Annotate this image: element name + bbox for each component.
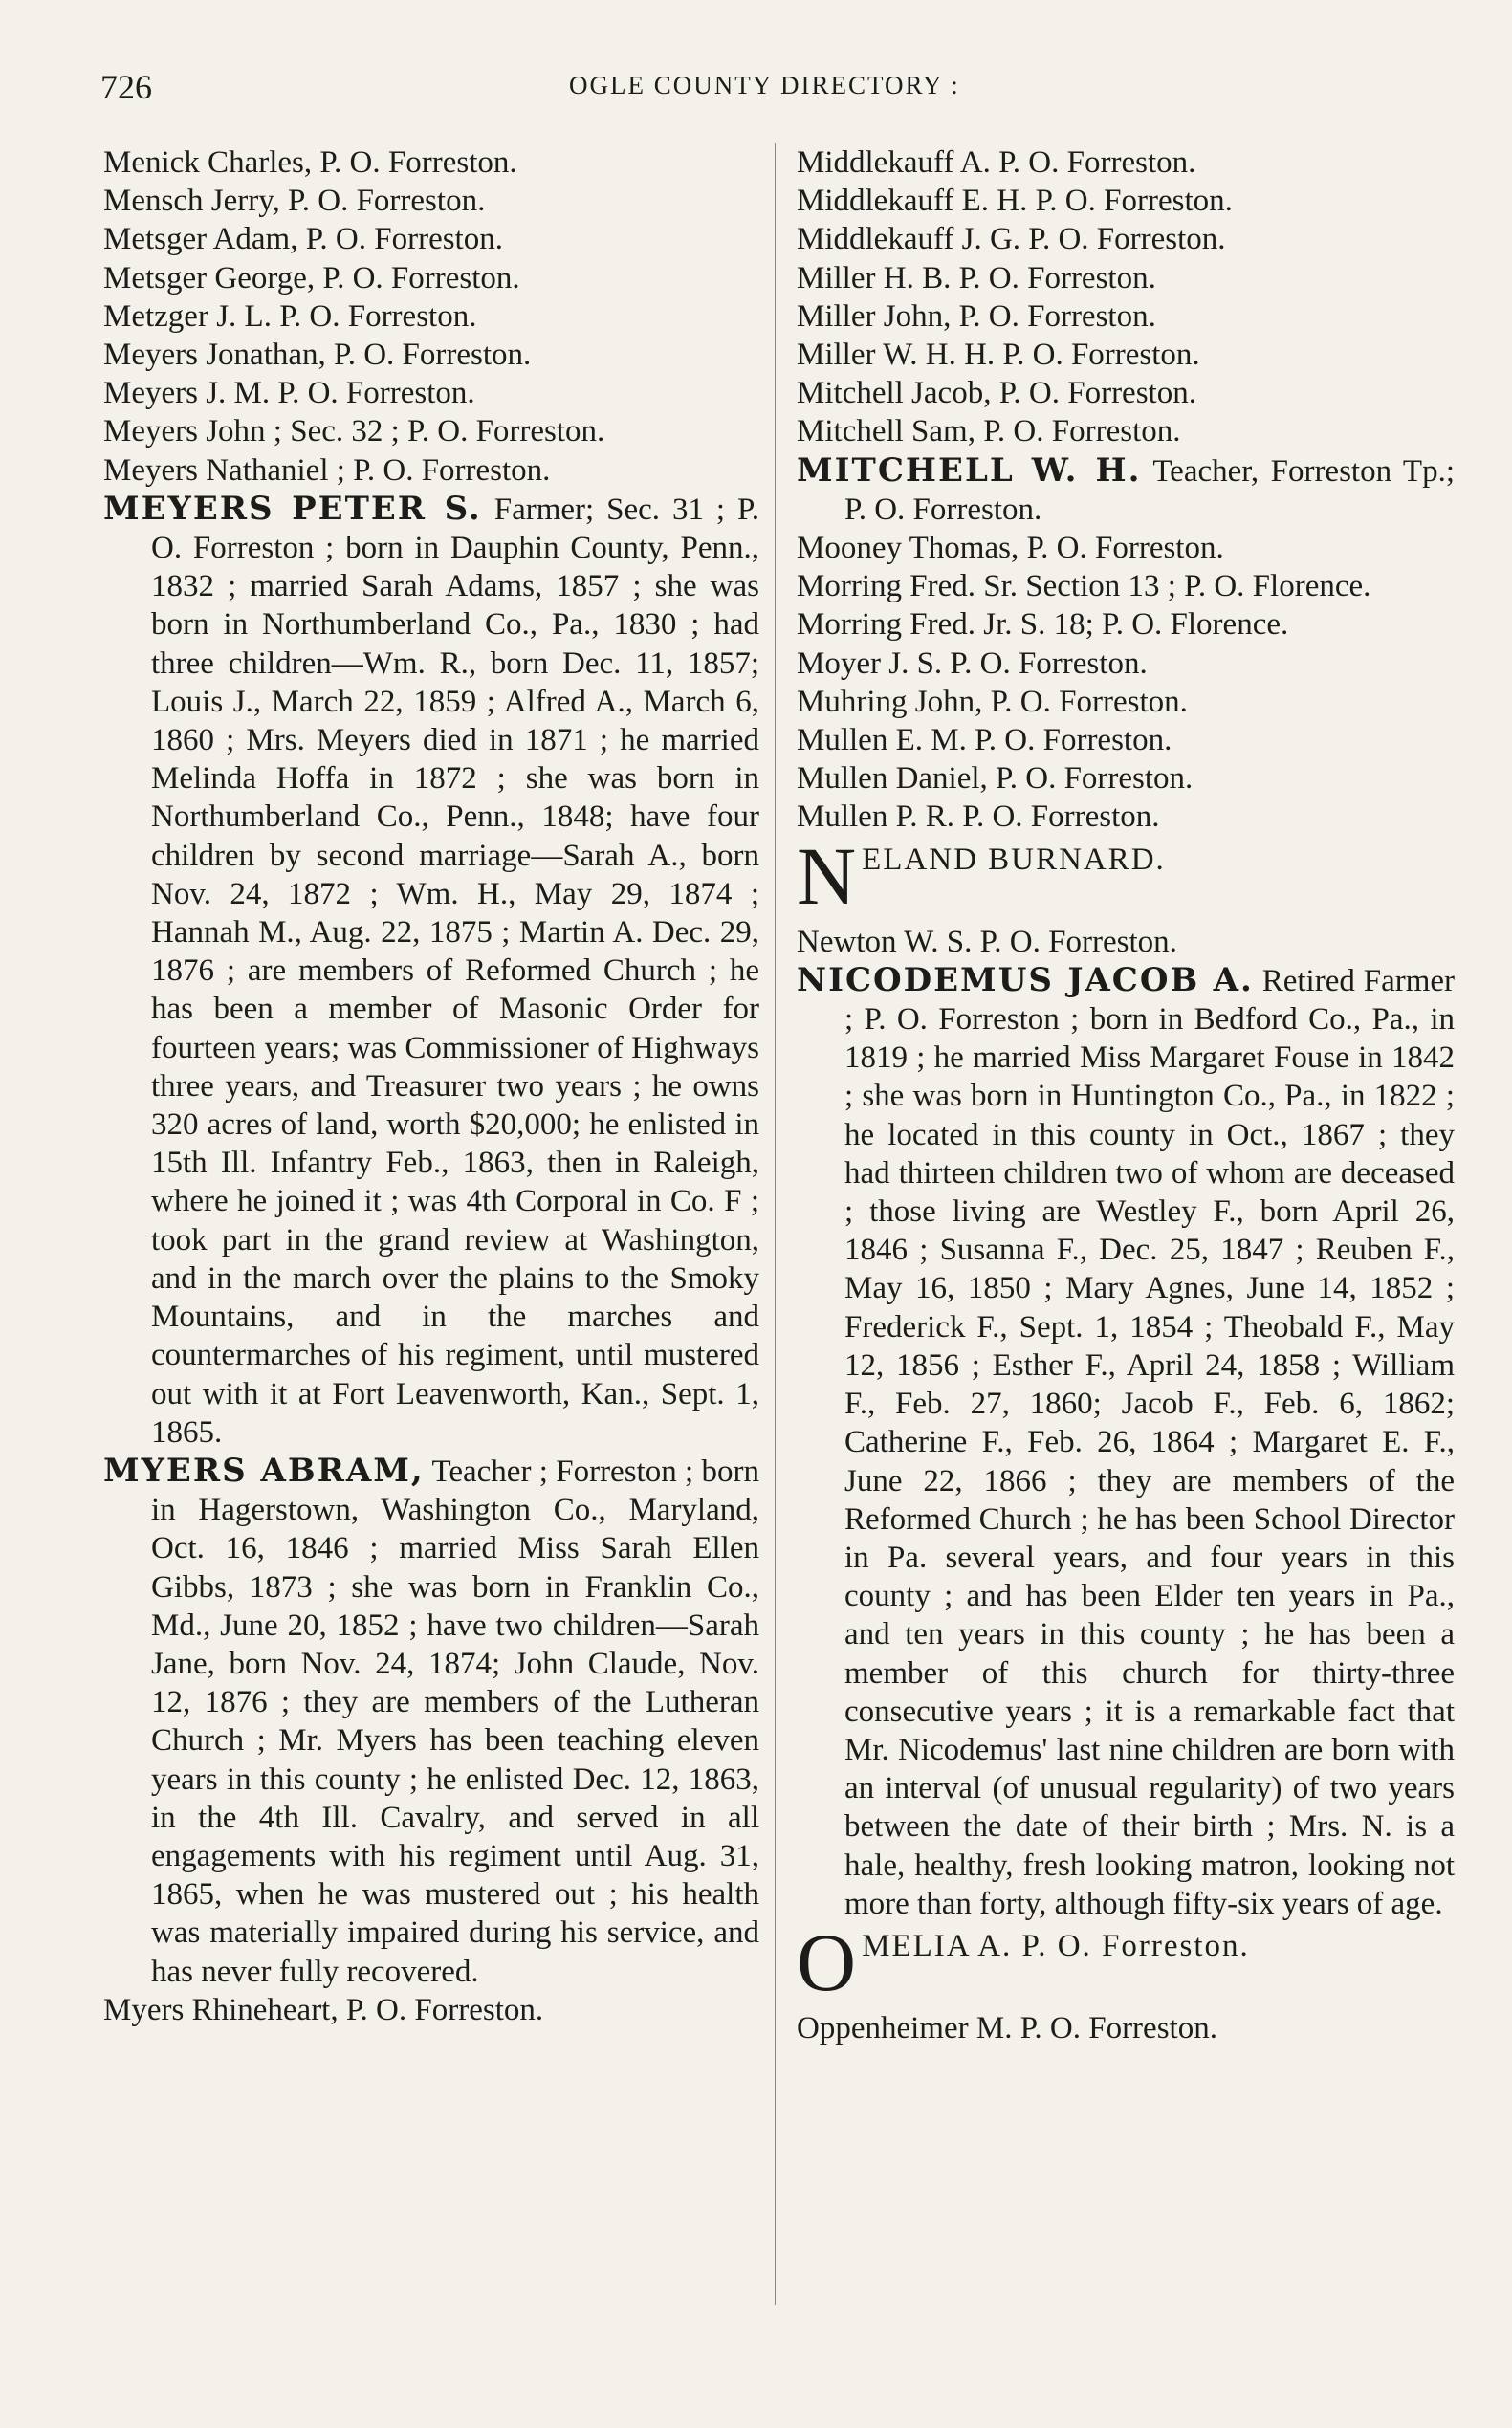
entry-heading: NICODEMUS JACOB A. — [797, 960, 1254, 999]
directory-entry: Miller H. B. P. O. Forreston. — [797, 260, 1156, 295]
directory-entry: Meyers J. M. P. O. Forreston. — [103, 376, 475, 411]
entry-heading: MYERS ABRAM, — [103, 1451, 425, 1490]
directory-entry: Meyers John ; Sec. 32 ; P. O. Forreston. — [103, 414, 605, 449]
directory-entry: Meyers Nathaniel ; P. O. Forreston. — [103, 452, 551, 488]
biography-entry — [797, 451, 1455, 529]
directory-entry: Mullen P. R. P. O. Forreston. — [797, 799, 1160, 835]
directory-entry: Miller John, P. O. Forreston. — [797, 298, 1156, 334]
running-title: OGLE COUNTY DIRECTORY : — [569, 71, 960, 99]
biography-entry — [103, 1452, 759, 1991]
directory-entry: Middlekauff E. H. P. O. Forreston. — [797, 184, 1233, 219]
directory-entry: Metsger George, P. O. Forreston. — [103, 260, 520, 295]
directory-entry: Mullen Daniel, P. O. Forreston. — [797, 761, 1194, 797]
directory-entry: Newton W. S. P. O. Forreston. — [797, 924, 1177, 959]
entry-heading: MITCHELL W. H. — [797, 450, 1142, 490]
right-column — [797, 143, 1455, 2047]
entry-text: Teacher, Forreston Tp.; P. O. Forreston. — [844, 453, 1455, 527]
directory-entry: Myers Rhineheart, P. O. Forreston. — [103, 1992, 544, 2027]
biography-entry — [797, 961, 1455, 1923]
directory-entry: Mitchell Jacob, P. O. Forreston. — [797, 376, 1196, 411]
entry-text: Teacher ; Forreston ; born in Hagerstown, Washington Co., Maryland, Oct. 16, 1846 ; married Miss Sarah Ellen Gibbs, 1873 ; she was born in Franklin Co., Md., June 20, 1852 ; have two children—Sarah Jane, born Nov. 24, 1874; John Claude, Nov. 12, 1876 ; they are members of the Lutheran Church ; Mr. Myers has been teaching eleven years in this county ; he enlisted Dec. 12, 1863, in the 4th Ill. Cavalry, and served in all engagements with his regiment until Aug. 31, 1865, when he was mustered out ; his health was materially impaired during his service, and has never fully recovered. — [151, 1454, 760, 1989]
left-column — [103, 143, 759, 2029]
directory-entry: Mooney Thomas, P. O. Forreston. — [797, 531, 1224, 566]
directory-entry: Middlekauff J. G. P. O. Forreston. — [797, 222, 1226, 257]
dropcap-entry — [797, 1915, 1455, 2008]
page-header — [100, 59, 1458, 117]
directory-entry: Middlekauff A. P. O. Forreston. — [797, 145, 1196, 180]
page-number: 726 — [100, 68, 152, 106]
entry-heading: MEYERS PETER S. — [103, 489, 482, 528]
directory-entry: Menick Charles, P. O. Forreston. — [103, 145, 517, 180]
biography-entry — [103, 490, 759, 1452]
directory-entry: Muhring John, P. O. Forreston. — [797, 684, 1188, 719]
biography-entry — [797, 567, 1455, 605]
directory-entry: Oppenheimer M. P. O. Forreston. — [797, 2010, 1217, 2045]
directory-entry: Metzger J. L. P. O. Forreston. — [103, 298, 477, 334]
directory-entry: Mullen E. M. P. O. Forreston. — [797, 723, 1172, 758]
directory-entry: Metsger Adam, P. O. Forreston. — [103, 222, 503, 257]
directory-entry: Morring Fred. Jr. S. 18; P. O. Florence. — [797, 607, 1289, 643]
entry-text: Morring Fred. Sr. Section 13 ; P. O. Florence. — [797, 569, 1371, 604]
dropcap-entry-text: ELAND BURNARD. — [862, 842, 1166, 877]
dropcap-entry — [797, 829, 1455, 922]
column-divider — [775, 143, 776, 2305]
directory-entry: Mitchell Sam, P. O. Forreston. — [797, 414, 1181, 449]
drop-cap-letter: N — [797, 829, 857, 922]
entry-text: Retired Farmer ; P. O. Forreston ; born in Bedford Co., Pa., in 1819 ; he married Miss Margaret Fouse in 1842 ; she was born in Huntington Co., Pa., in 1822 ; he located in this county in Oct., 1867 ; they had thirteen children two of whom are deceased ; those living are Westley F., born April 26, 1846 ; Susanna F., Dec. 25, 1847 ; Reuben F., May 16, 1850 ; Mary Agnes, June 14, 1852 ; Frederick F., Sept. 1, 1854 ; Theobald F., May 12, 1856 ; Esther F., April 24, 1858 ; William F., Feb. 27, 1860; Jacob F., Feb. 6, 1862; Catherine F., Feb. 26, 1864 ; Margaret E. F., June 22, 1866 ; they are members of the Reformed Church ; he has been School Director in Pa. several years, and four years in this county ; and has been Elder ten years in Pa., and ten years in this county ; he has been a member of this church for thirty-three consecutive years ; it is a remarkable fact that Mr. Nicodemus' last nine children are born with an interval (of unusual regularity) of two years between the date of their birth ; Mrs. N. is a hale, healthy, fresh looking matron, looking not more than forty, although fifty-six years of age. — [844, 963, 1456, 1921]
directory-entry: Miller W. H. H. P. O. Forreston. — [797, 338, 1200, 373]
drop-cap-letter: O — [797, 1915, 857, 2008]
entry-text: Farmer; Sec. 31 ; P. O. Forreston ; born in Dauphin County, Penn., 1832 ; married Sarah Adams, 1857 ; she was born in Northumberland Co., Pa., 1830 ; had three children—Wm. R., born Dec. 11, 1857; Louis J., March 22, 1859 ; Alfred A., March 6, 1860 ; Mrs. Meyers died in 1871 ; he married Melinda Hoffa in 1872 ; she was born in Northumberland Co., Penn., 1848; have four children by second marriage—Sarah A., born Nov. 24, 1872 ; Wm. H., May 29, 1874 ; Hannah M., Aug. 22, 1875 ; Martin A. Dec. 29, 1876 ; are members of Reformed Church ; he has been a member of Masonic Order for fourteen years; was Commissioner of Highways three years, and Treasurer two years ; he owns 320 acres of land, worth $20,000; he enlisted in 15th Ill. Infantry Feb., 1863, then in Raleigh, where he joined it ; was 4th Corporal in Co. F ; took part in the grand review at Washington, and in the march over the plains to the Smoky Mountains, and in the marches and countermarches of his regiment, until mustered out with it at Fort Leavenworth, Kan., Sept. 1, 1865. — [151, 492, 759, 1450]
dropcap-entry-text: MELIA A. P. O. Forreston. — [862, 1928, 1250, 1963]
directory-entry: Meyers Jonathan, P. O. Forreston. — [103, 338, 532, 373]
directory-entry: Mensch Jerry, P. O. Forreston. — [103, 184, 486, 219]
directory-entry: Moyer J. S. P. O. Forreston. — [797, 645, 1148, 681]
